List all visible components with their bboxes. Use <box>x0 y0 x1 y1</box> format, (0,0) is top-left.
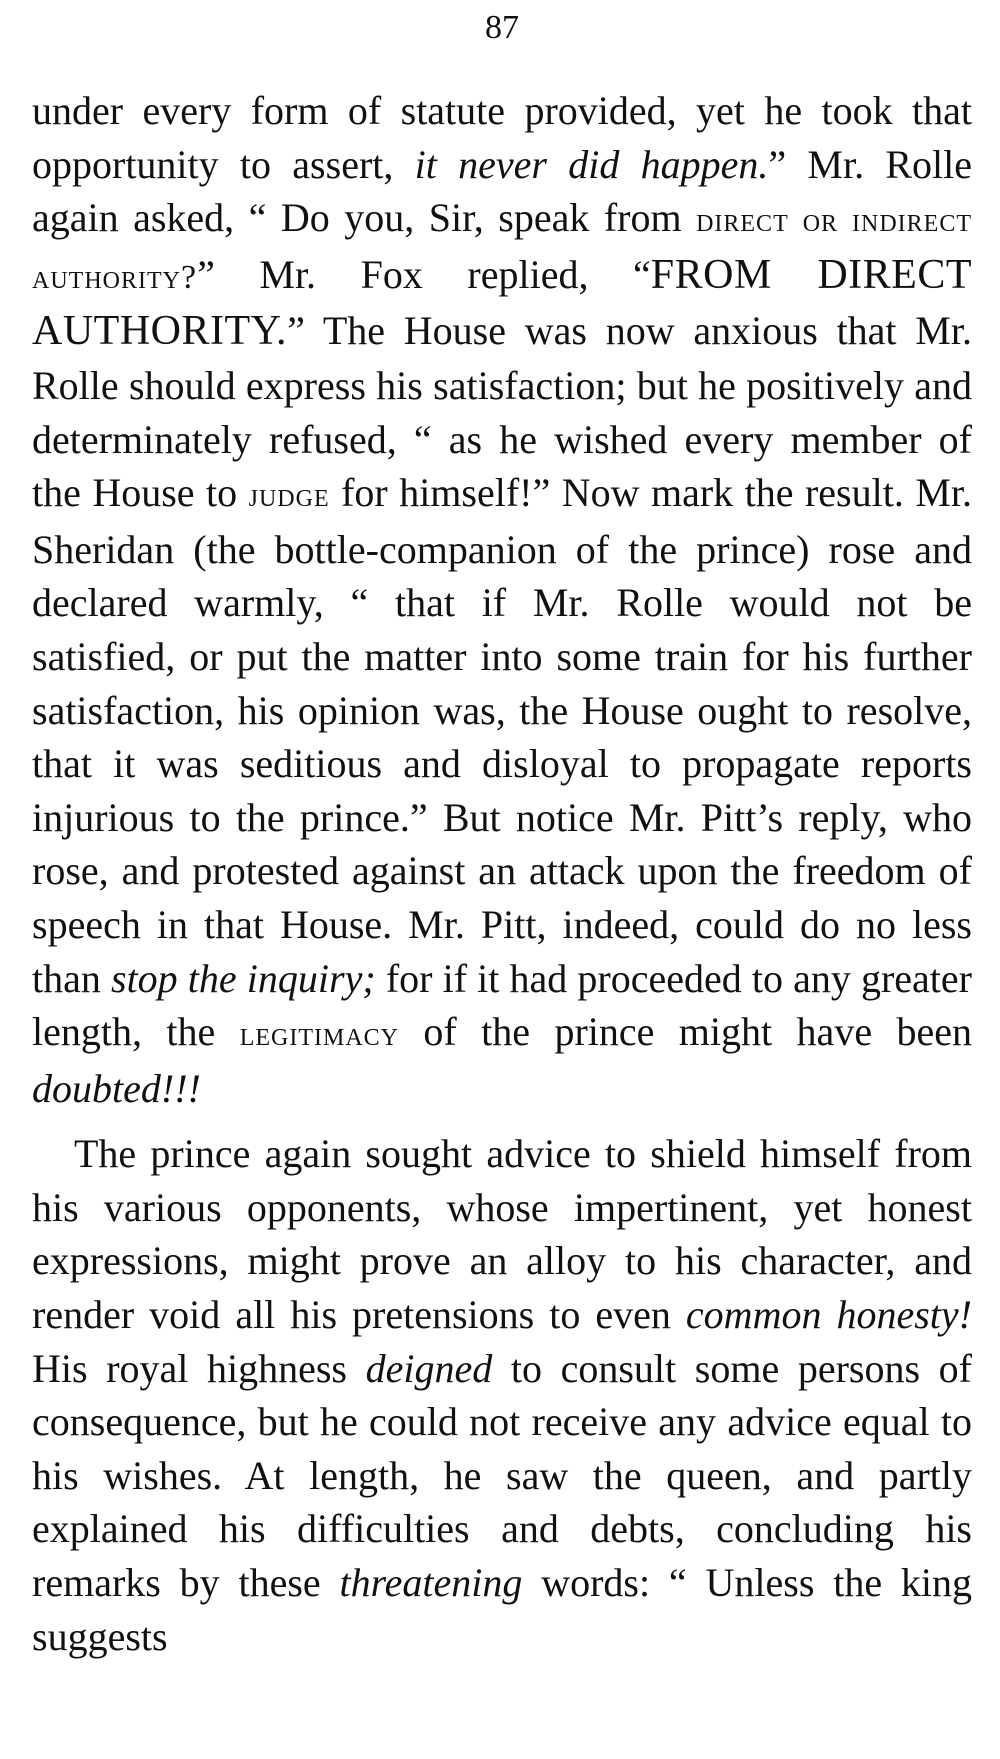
text-run: His royal highness <box>32 1345 366 1391</box>
italic-run: threatening <box>339 1560 523 1606</box>
text-run: The prince again sought advice to shield himself from his various opponents, whose impertinent, yet honest expressions, might prove an alloy to his character, and render void all his pretensions to even <box>32 1131 972 1338</box>
text-run: words: “ Unless the king suggests <box>32 1560 972 1659</box>
text-run: of the prince might have been <box>399 1009 972 1055</box>
small-caps-run: direct or indirect authority? <box>32 202 972 296</box>
small-caps-run: judge <box>248 477 330 515</box>
text-run: ” Mr. Fox replied, “ <box>197 251 651 297</box>
small-caps-run: legitimacy <box>239 1016 399 1054</box>
text-run: ” The House was now anxious that Mr. Rolle should express his satisfaction; but he positively and determinately refused, “ as he wished every member of the House to <box>32 308 972 516</box>
page-text <box>32 84 972 1663</box>
paragraph-2 <box>32 1127 972 1663</box>
page-number: 87 <box>485 9 519 46</box>
text-run: for if it had proceeded to any greater length, the <box>32 955 972 1055</box>
italic-run: it never did happen. <box>414 141 769 187</box>
italic-run: deigned <box>365 1345 493 1391</box>
italic-run: doubted!!! <box>32 1065 201 1111</box>
text-run: ” Mr. Rolle again asked, “ Do you, Sir, speak from <box>32 141 972 241</box>
italic-run: common honesty! <box>685 1292 972 1338</box>
text-run: to consult some persons of consequence, but he could not receive any advice equal to his wishes. At length, he saw the queen, and partly explained his difficulties and debts, concluding his remarks by these <box>32 1345 972 1606</box>
text-run: under every form of statute provided, yet he took that opportunity to assert, <box>32 88 972 187</box>
italic-run: stop the inquiry; <box>111 955 376 1001</box>
book-page <box>32 0 972 1759</box>
text-run: for himself!” Now mark the result. Mr. Sheridan (the bottle-companion of the prince) rose and declared warmly, “ that if Mr. Rolle would not be satisfied, or put the matter into some train for his further satisfaction, his opinion was, the House ought to resolve, that it was seditious and disloyal to propagate reports injurious to the prince.” But notice Mr. Pitt’s reply, who rose, and protested against an attack upon the freedom of speech in that House. Mr. Pitt, indeed, could do no less than <box>32 470 972 1001</box>
capitals-run: FROM DIRECT AUTHORITY. <box>32 251 972 355</box>
paragraph-1 <box>32 84 972 1115</box>
